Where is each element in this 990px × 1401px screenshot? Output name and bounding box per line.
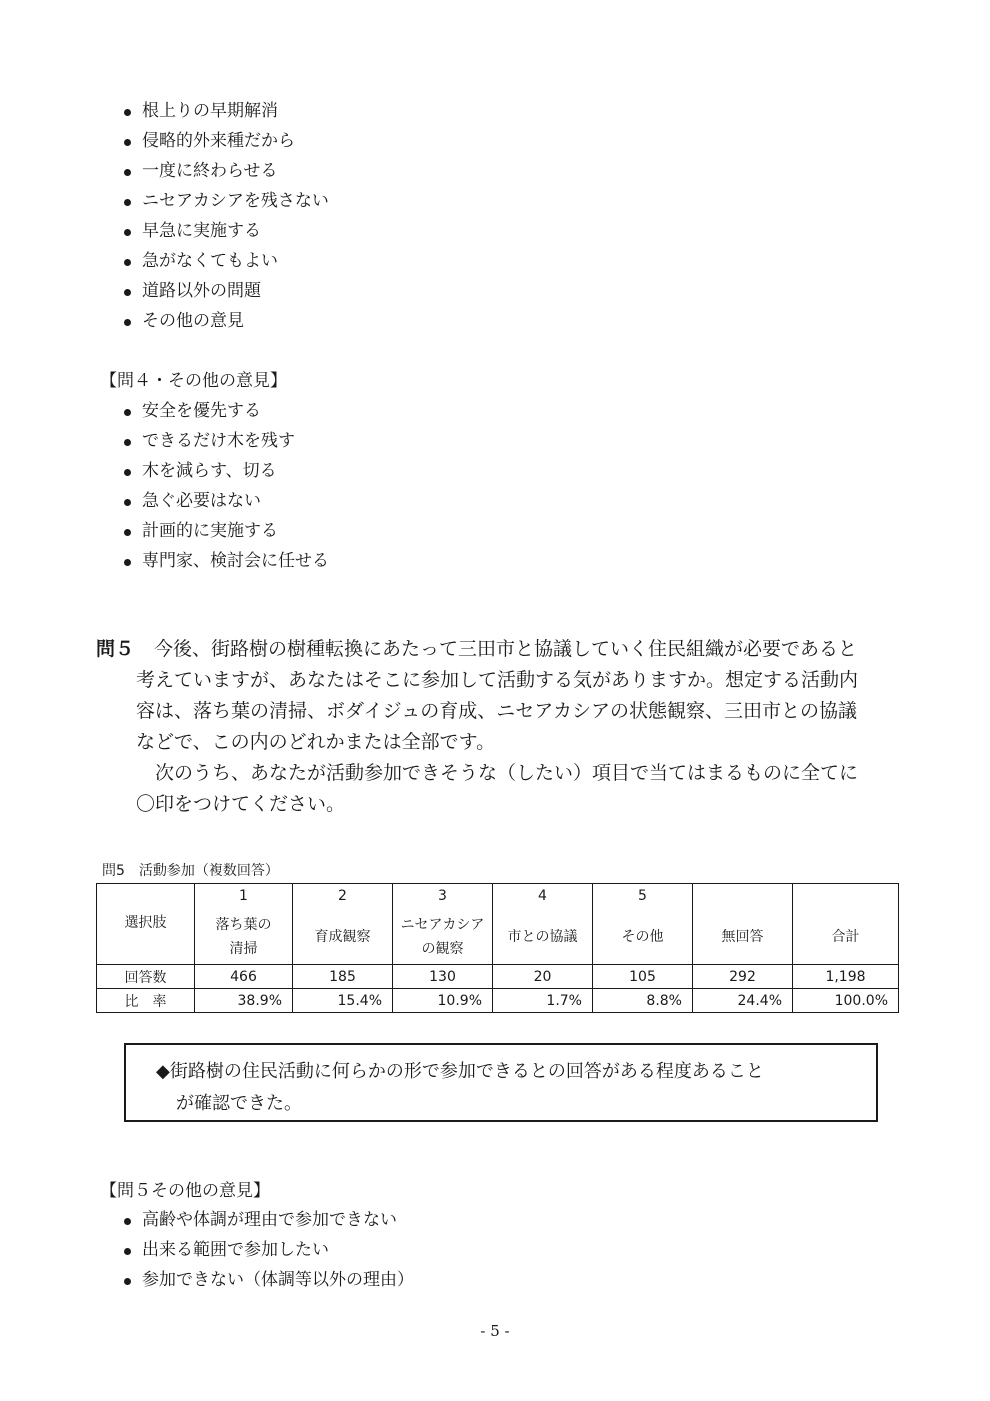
bullet-icon <box>124 529 131 536</box>
table-row <box>97 965 899 989</box>
table-header-cell: 3 ニセアカシア の観察 <box>393 884 493 965</box>
table-row <box>97 989 899 1013</box>
table-cell: 15.4% <box>293 989 393 1013</box>
list-item: 木を減らす、切る <box>122 456 329 486</box>
table-header-cell: 1 落ち葉の 清掃 <box>195 884 293 965</box>
q5-line <box>96 758 906 789</box>
list-item: 専門家、検討会に任せる <box>122 546 329 576</box>
list-item: できるだけ木を残す <box>122 426 329 456</box>
table-cell: 130 <box>393 965 493 989</box>
table-header-row <box>97 884 899 965</box>
table-cell: 100.0% <box>793 989 899 1013</box>
list-item: 急がなくてもよい <box>122 246 329 276</box>
table-cell: 10.9% <box>393 989 493 1013</box>
table-header-cell: 無回答 <box>693 884 793 965</box>
bullet-icon <box>124 169 131 176</box>
bullet-icon <box>124 499 131 506</box>
q5-line <box>96 696 906 727</box>
q5-text: などで、この内のどれかまたは全部です。 <box>136 731 496 753</box>
bullet-icon <box>124 1278 131 1285</box>
list-item: 安全を優先する <box>122 396 329 426</box>
bullet-icon <box>124 1248 131 1255</box>
conclusion-line: ◆街路樹の住民活動に何らかの形で参加できるとの回答がある程度あること <box>156 1061 764 1082</box>
table-header-cell: 合計 <box>793 884 899 965</box>
table-cell: 24.4% <box>693 989 793 1013</box>
list-item: その他の意見 <box>122 306 329 336</box>
bullet-icon <box>124 109 131 116</box>
bullet-icon <box>124 1218 131 1225</box>
q5-line <box>96 634 906 665</box>
table-cell: 1.7% <box>493 989 593 1013</box>
q5-line <box>96 727 906 758</box>
table-cell: 466 <box>195 965 293 989</box>
list-item: 高齢や体調が理由で参加できない <box>122 1205 414 1235</box>
q5-line <box>96 789 906 820</box>
q4-opinion-list <box>122 396 329 576</box>
q5-text: 次のうち、あなたが活動参加できそうな（したい）項目で当てはまるものに全てに <box>155 762 859 784</box>
q5-other-heading: 【問５その他の意見】 <box>100 1181 270 1201</box>
bullet-icon <box>124 439 131 446</box>
table-cell: 292 <box>693 965 793 989</box>
bullet-icon <box>124 409 131 416</box>
bullet-icon <box>124 319 131 326</box>
q5-text: 今後、街路樹の樹種転換にあたって三田市と協議していく住民組織が必要であると <box>154 638 858 660</box>
bullet-icon <box>124 229 131 236</box>
list-item: 急ぐ必要はない <box>122 486 329 516</box>
q5-label: 問５ <box>96 638 135 660</box>
row-label: 比 率 <box>97 989 195 1013</box>
q5-text: 容は、落ち葉の清掃、ボダイジュの育成、ニセアカシアの状態観察、三田市との協議 <box>136 700 858 722</box>
bullet-icon <box>124 259 131 266</box>
q5-text: 〇印をつけてください。 <box>136 793 346 815</box>
opinion-list-top <box>122 96 329 336</box>
bullet-icon <box>124 559 131 566</box>
table-cell: 20 <box>493 965 593 989</box>
bullet-icon <box>124 139 131 146</box>
activity-participation-table <box>96 883 899 1013</box>
q5-opinion-list <box>122 1205 414 1295</box>
row-label: 回答数 <box>97 965 195 989</box>
list-item: 出来る範囲で参加したい <box>122 1235 414 1265</box>
list-item: 根上りの早期解消 <box>122 96 329 126</box>
table-header-cell: 選択肢 <box>97 884 195 965</box>
table-header-cell: 5 その他 <box>593 884 693 965</box>
list-item: 参加できない（体調等以外の理由） <box>122 1265 414 1295</box>
table-cell: 38.9% <box>195 989 293 1013</box>
bullet-icon <box>124 199 131 206</box>
table-cell: 105 <box>593 965 693 989</box>
conclusion-box <box>124 1043 878 1122</box>
list-item: 一度に終わらせる <box>122 156 329 186</box>
q4-heading: 【問４・その他の意見】 <box>100 371 287 391</box>
table-header-cell: 2 育成観察 <box>293 884 393 965</box>
conclusion-line: が確認できた。 <box>176 1093 302 1114</box>
table-caption: 問5 活動参加（複数回答） <box>102 863 279 879</box>
page-number: - 5 - <box>480 1322 510 1340</box>
list-item: ニセアカシアを残さない <box>122 186 329 216</box>
table-cell: 185 <box>293 965 393 989</box>
bullet-icon <box>124 289 131 296</box>
list-item: 道路以外の問題 <box>122 276 329 306</box>
q5-text: 考えていますが、あなたはそこに参加して活動する気がありますか。想定する活動内 <box>136 669 859 691</box>
bullet-icon <box>124 469 131 476</box>
table-cell: 8.8% <box>593 989 693 1013</box>
list-item: 侵略的外来種だから <box>122 126 329 156</box>
q5-line <box>96 665 906 696</box>
q5-question <box>96 634 906 820</box>
list-item: 早急に実施する <box>122 216 329 246</box>
list-item: 計画的に実施する <box>122 516 329 546</box>
table-cell: 1,198 <box>793 965 899 989</box>
table-header-cell: 4 市との協議 <box>493 884 593 965</box>
